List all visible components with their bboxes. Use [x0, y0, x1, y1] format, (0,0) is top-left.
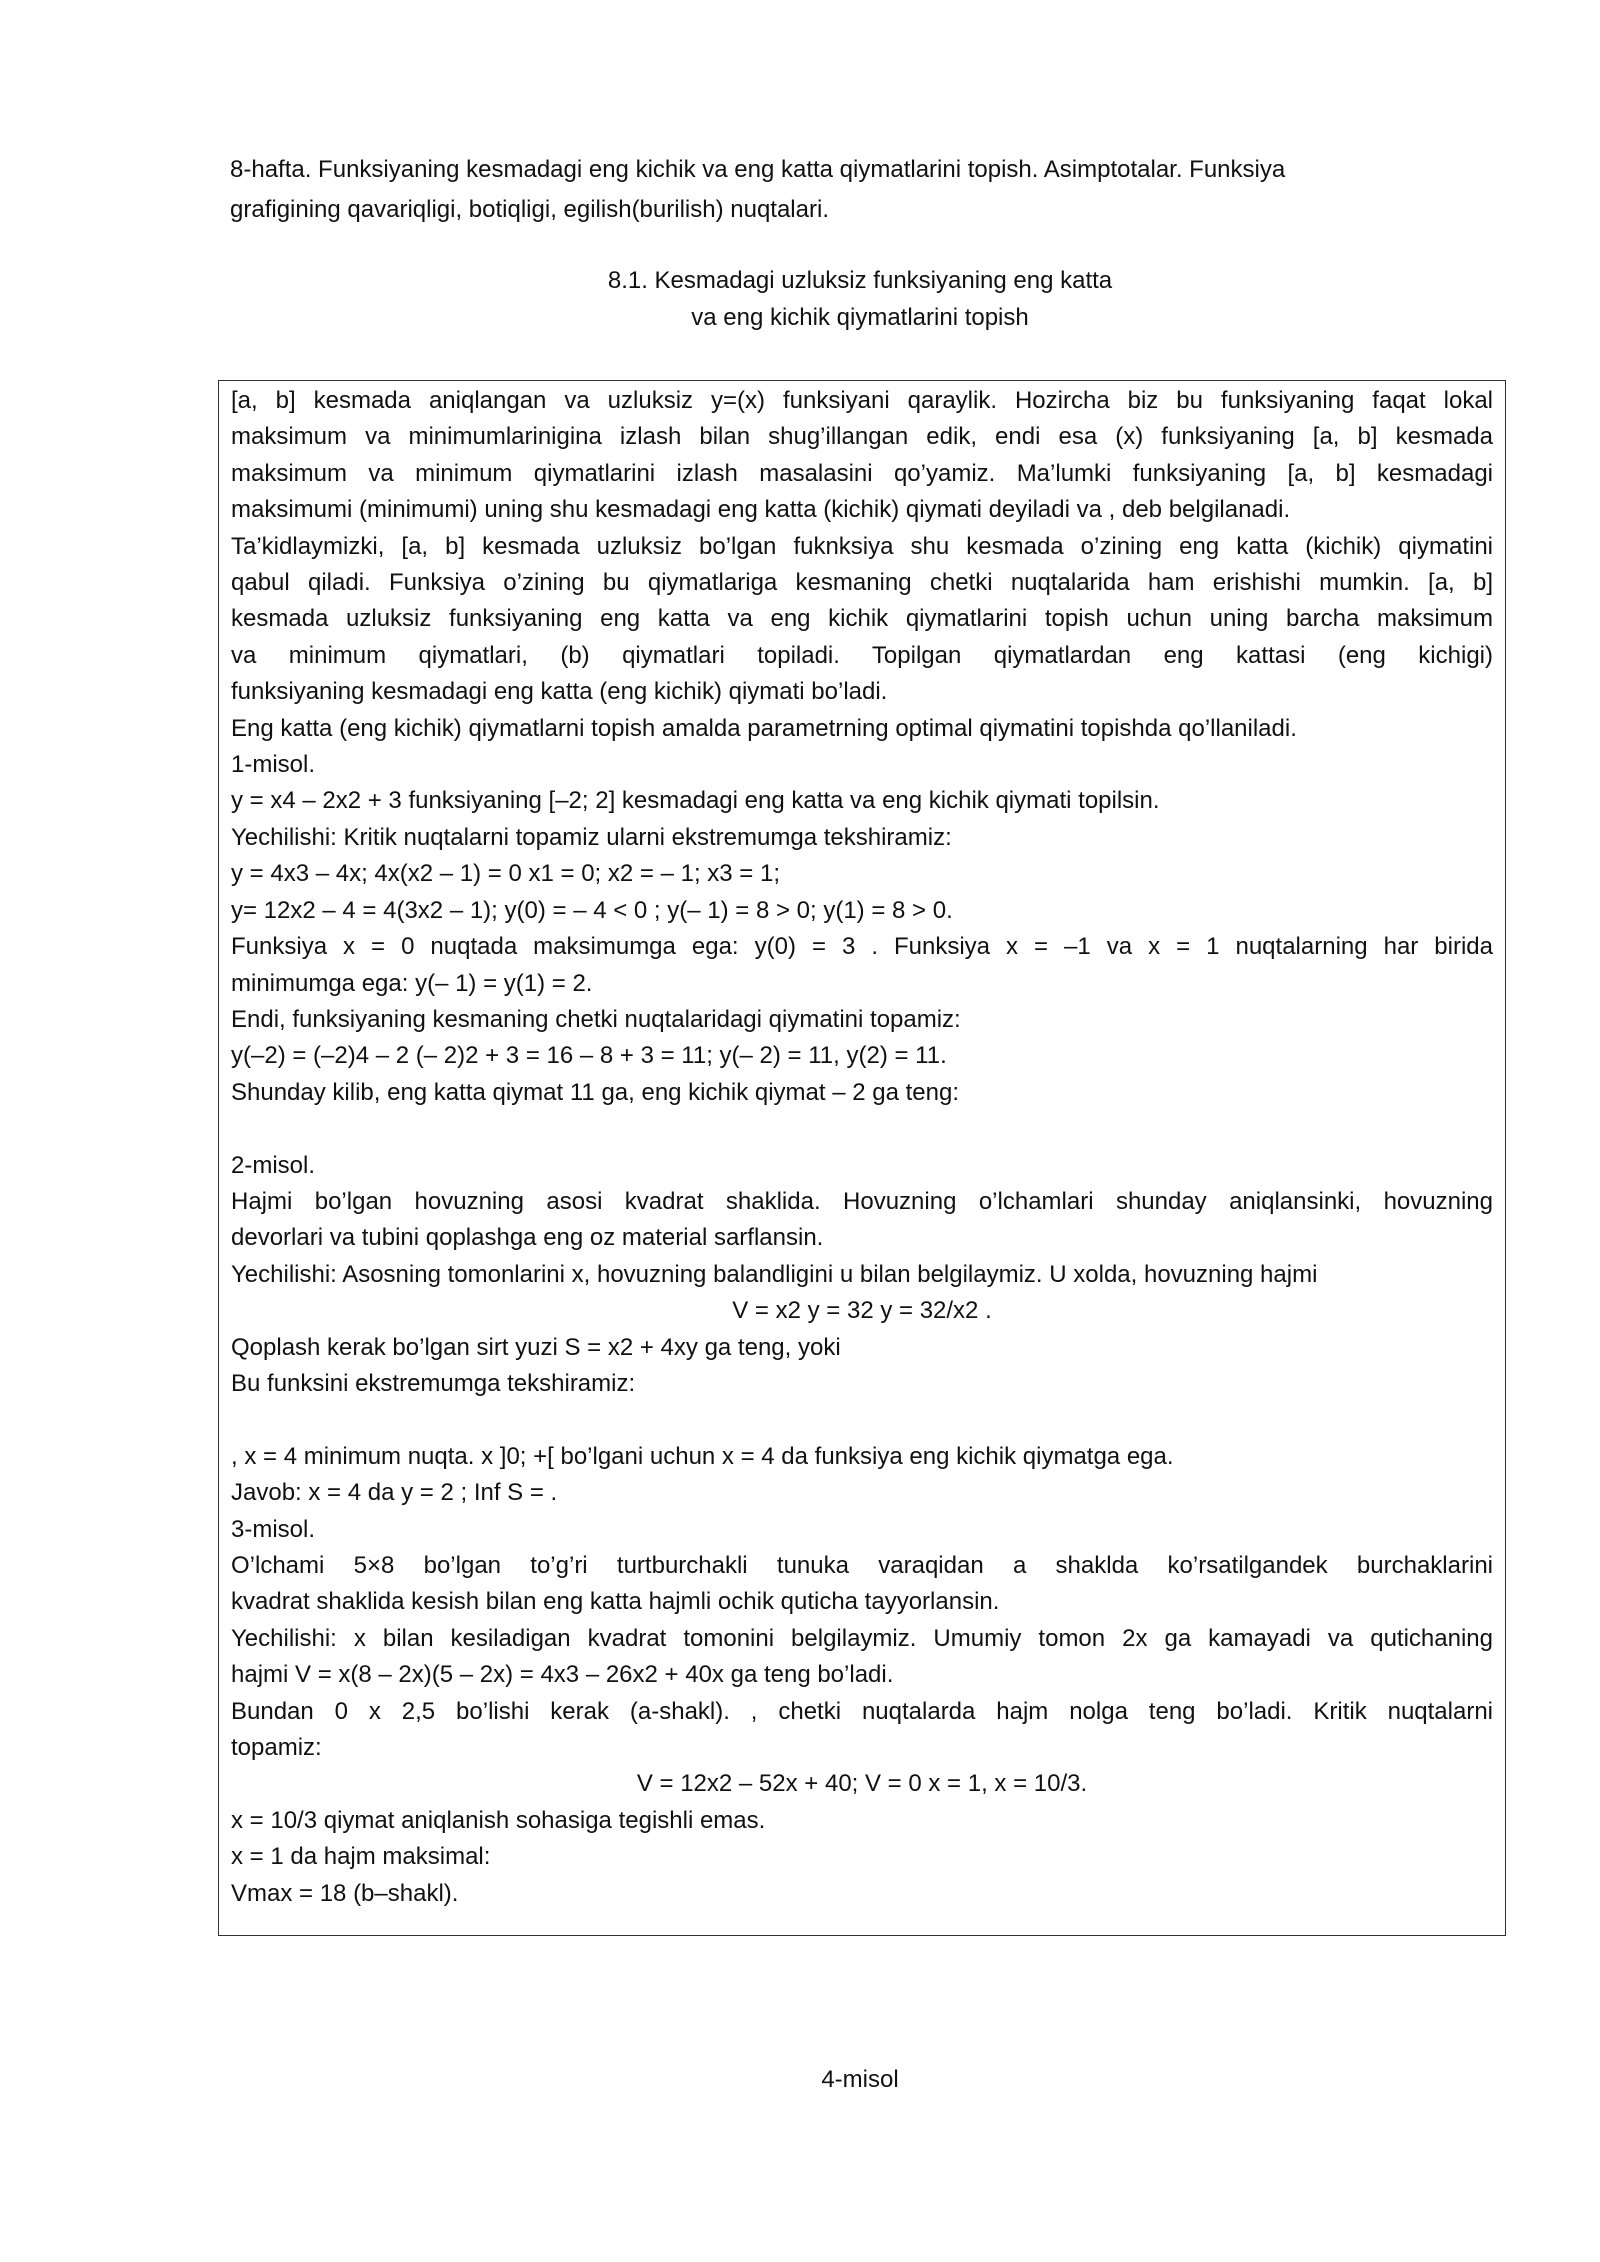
section-title — [230, 262, 1490, 336]
text-line: va minimum qiymatlari, (b) qiymatlari topiladi. Topilgan qiymatlardan eng kattasi (eng kichigi) — [231, 641, 1493, 669]
section-title-line-2: va eng kichik qiymatlarini topish — [691, 304, 1029, 331]
example-1-equation-2: y= 12x2 – 4 = 4(3x2 – 1); y(0) = – 4 < 0 ; y(– 1) = 8 > 0; y(1) = 8 > 0. — [231, 896, 953, 924]
text-line: Ta’kidlaymizki, [a, b] kesmada uzluksiz bo’lgan fuknksiya shu kesmada o’zining eng katta (kichik) qiymatini — [231, 532, 1493, 560]
example-2-solution: Yechilishi: Asosning tomonlarini x, hovuzning balandligini u bilan belgilaymiz. U xolda, hovuzning hajmi — [231, 1260, 1318, 1288]
example-1-result: Shunday kilib, eng katta qiymat 11 ga, eng kichik qiymat – 2 ga teng: — [231, 1078, 959, 1106]
theorem-paragraph — [231, 529, 1493, 711]
intro-paragraph — [231, 383, 1493, 529]
example-2-surface: Qoplash kerak bo’lgan sirt yuzi S = x2 + 4xy ga teng, yoki — [231, 1333, 841, 1361]
example-3-result-3: Vmax = 18 (b–shakl). — [231, 1879, 459, 1907]
example-2-equation: V = x2 y = 32 y = 32/x2 . — [732, 1297, 992, 1325]
example-3-title: 3-misol. — [231, 1515, 316, 1543]
example-3-bound-1: Bundan 0 x 2,5 bo’lishi kerak (a-shakl). , chetki nuqtalarda hajm nolga teng bo’ladi. Kritik nuqtalarni — [231, 1697, 1493, 1725]
example-3-task-2: kvadrat shaklida kesish bilan eng katta hajmli ochik quticha tayyorlansin. — [231, 1588, 1000, 1616]
example-1-task: y = x4 – 2x2 + 3 funksiyaning [–2; 2] kesmadagi eng katta va eng kichik qiymati topilsin. — [231, 787, 1160, 815]
example-4-label: 4-misol — [821, 2066, 899, 2093]
example-3-equation: V = 12x2 – 52x + 40; V = 0 x = 1, x = 10/3. — [636, 1770, 1088, 1798]
example-3-solution-1: Yechilishi: x bilan kesiladigan kvadrat tomonini belgilaymiz. Umumiy tomon 2x ga kamayadi va qutichaning — [231, 1624, 1493, 1652]
content-box — [218, 380, 1506, 1936]
example-1-endpoints: Endi, funksiyaning kesmaning chetki nuqtalaridagi qiymatini topamiz: — [231, 1005, 961, 1033]
example-1-finding-2: minimumga ega: y(– 1) = y(1) = 2. — [231, 969, 593, 997]
week-heading-line-2: grafigining qavariqligi, botiqligi, egilish(burilish) nuqtalari. — [230, 196, 829, 223]
example-1-equation-1: y = 4x3 – 4x; 4x(x2 – 1) = 0 x1 = 0; x2 = – 1; x3 = 1; — [231, 860, 780, 888]
text-line: [a, b] kesmada aniqlangan va uzluksiz y=(x) funksiyani qaraylik. Hozircha biz bu funksiyaning faqat lokal — [231, 387, 1493, 414]
example-1-finding-1: Funksiya x = 0 nuqtada maksimumga ega: y(0) = 3 . Funksiya x = –1 va x = 1 nuqtalarning har birida — [231, 933, 1493, 961]
example-2-task-2: devorlari va tubini qoplashga eng oz material sarflansin. — [231, 1224, 824, 1252]
text-line: kesmada uzluksiz funksiyaning eng katta va eng kichik qiymatlarini topish uchun uning barcha maksimum — [231, 605, 1493, 633]
example-2-answer: Javob: x = 4 da y = 2 ; Inf S = . — [231, 1479, 558, 1507]
application-note: Eng katta (eng kichik) qiymatlarni topish amalda parametrning optimal qiymatini topishda qo’llaniladi. — [231, 714, 1297, 742]
example-3-bound-2: topamiz: — [231, 1734, 322, 1761]
example-3-result-2: x = 1 da hajm maksimal: — [231, 1843, 491, 1871]
example-2-check: Bu funksini ekstremumga tekshiramiz: — [231, 1369, 636, 1397]
text-line: funksiyaning kesmadagi eng katta (eng kichik) qiymati bo’ladi. — [231, 678, 888, 706]
example-1-title: 1-misol. — [231, 751, 316, 779]
blank-line — [231, 1402, 1493, 1438]
text-line: qabul qiladi. Funksiya o’zining bu qiymatlariga kesmaning chetki nuqtalarida ham erishishi mumkin. [a, b] — [231, 569, 1493, 597]
text-line: maksimumi (minimumi) uning shu kesmadagi eng katta (kichik) qiymati deyiladi va , deb belgilanadi. — [231, 496, 1291, 524]
text-line: maksimum va minimum qiymatlarini izlash masalasini qo’yamiz. Ma’lumki funksiyaning [a, b] kesmadagi — [231, 459, 1493, 487]
example-1-equation-3: y(–2) = (–2)4 – 2 (– 2)2 + 3 = 16 – 8 + 3 = 11; y(– 2) = 11, y(2) = 11. — [231, 1042, 947, 1070]
example-3-task-1: O’lchami 5×8 bo’lgan to’g’ri turtburchakli tunuka varaqidan a shaklda ko’rsatilgandek burchaklarini — [231, 1551, 1493, 1579]
week-heading — [230, 150, 1460, 230]
week-heading-line-1: 8-hafta. Funksiyaning kesmadagi eng kichik va eng katta qiymatlarini topish. Asimptotalar. Funksiya — [230, 156, 1286, 183]
example-1-solution: Yechilishi: Kritik nuqtalarni topamiz ularni ekstremumga tekshiramiz: — [231, 823, 952, 851]
example-2-task-1: Hajmi bo’lgan hovuzning asosi kvadrat shaklida. Hovuzning o’lchamlari shunday aniqlansinki, hovuzning — [231, 1187, 1493, 1215]
section-title-line-1: 8.1. Kesmadagi uzluksiz funksiyaning eng katta — [607, 267, 1113, 294]
example-3-solution-2: hajmi V = x(8 – 2x)(5 – 2x) = 4x3 – 26x2 + 40x ga teng bo’ladi. — [231, 1661, 894, 1689]
example-2-title: 2-misol. — [231, 1151, 316, 1179]
example-3-result-1: x = 10/3 qiymat aniqlanish sohasiga tegishli emas. — [231, 1806, 766, 1834]
blank-line — [231, 1111, 1493, 1147]
example-2-minimum: , x = 4 minimum nuqta. x ]0; +[ bo’lgani uchun x = 4 da funksiya eng kichik qiymatga ega. — [231, 1442, 1174, 1470]
text-line: maksimum va minimumlarinigina izlash bilan shug’illangan edik, endi esa (x) funksiyaning [a, b] kesmada — [231, 423, 1493, 451]
